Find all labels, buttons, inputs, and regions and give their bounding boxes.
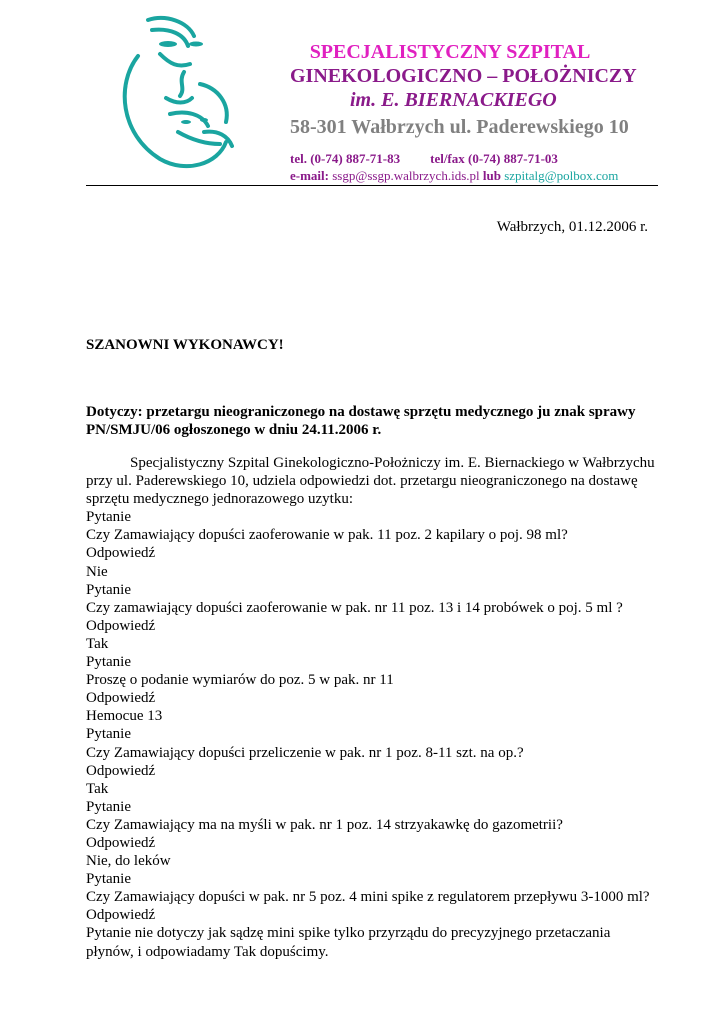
qa-line: Odpowiedź bbox=[86, 617, 156, 634]
greeting: SZANOWNI WYKONAWCY! bbox=[86, 337, 284, 353]
email-label: e-mail: bbox=[290, 168, 329, 183]
email-join: lub bbox=[482, 168, 501, 183]
intro-paragraph: Specjalistyczny Szpital Ginekologiczno-Położniczy im. E. Biernackiego w Wałbrzychu przy ul. Paderewskiego 10, udziela odpowiedzi dot. przetargu nieograniczonego na dostawę sprzętu medycznego jednorazowego uzytku: bbox=[86, 455, 655, 508]
qa-line: Pytanie nie dotyczy jak sądzę mini spike tylko przyrządu do precyzyjnego przetaczania płynów, i odpowiadamy Tak dopuścimy. bbox=[86, 925, 611, 960]
qa-line: Odpowiedź bbox=[86, 907, 156, 924]
qa-line: Pytanie bbox=[86, 581, 131, 598]
qa-line: Odpowiedź bbox=[86, 834, 156, 851]
hospital-name-line2: GINEKOLOGICZNO – POŁOŻNICZY bbox=[290, 65, 637, 87]
qa-line: Proszę o podanie wymiarów do poz. 5 w pak. nr 11 bbox=[86, 672, 394, 689]
qa-line: Czy Zamawiający dopuści w pak. nr 5 poz. 4 mini spike z regulatorem przepływu 3-1000 ml? bbox=[86, 889, 650, 906]
qa-line: Czy Zamawiający dopuści przeliczenie w pak. nr 1 poz. 8-11 szt. na op.? bbox=[86, 744, 524, 761]
qa-line: Czy Zamawiający dopuści zaoferowanie w pak. 11 poz. 2 kapilary o poj. 98 ml? bbox=[86, 527, 568, 544]
qa-line: Odpowiedź bbox=[86, 690, 156, 707]
qa-line: Czy Zamawiający ma na myśli w pak. nr 1 poz. 14 strzyakawkę do gazometrii? bbox=[86, 816, 563, 833]
qa-line: Tak bbox=[86, 635, 109, 652]
qa-line: Odpowiedź bbox=[86, 762, 156, 779]
qa-line: Pytanie bbox=[86, 871, 131, 888]
letterhead bbox=[290, 40, 710, 184]
subject-line: Dotyczy: przetargu nieograniczonego na dostawę sprzętu medycznego ju znak sprawy PN/SMJU/06 ogłoszonego w dniu 24.11.2006 r. bbox=[86, 404, 636, 438]
qa-list bbox=[86, 508, 661, 960]
qa-line: Czy zamawiający dopuści zaoferowanie w pak. nr 11 poz. 13 i 14 probówek o poj. 5 ml ? bbox=[86, 599, 623, 616]
letter-date: Wałbrzych, 01.12.2006 r. bbox=[496, 219, 648, 235]
qa-line: Tak bbox=[86, 780, 109, 797]
hospital-name-line1: SPECJALISTYCZNY SZPITAL bbox=[309, 41, 591, 63]
qa-line: Pytanie bbox=[86, 726, 131, 743]
hospital-address: 58-301 Wałbrzych ul. Paderewskiego 10 bbox=[290, 116, 629, 138]
hospital-logo-icon bbox=[108, 14, 258, 174]
qa-line: Hemocue 13 bbox=[86, 708, 163, 725]
qa-line: Odpowiedź bbox=[86, 545, 156, 562]
qa-line: Nie bbox=[86, 563, 108, 580]
hospital-name-line3: im. E. BIERNACKIEGO bbox=[350, 89, 557, 111]
header-divider bbox=[86, 185, 658, 186]
letter-body bbox=[86, 454, 661, 961]
qa-line: Pytanie bbox=[86, 654, 131, 671]
qa-line: Pytanie bbox=[86, 509, 131, 526]
qa-line: Nie, do leków bbox=[86, 853, 171, 870]
email-secondary[interactable]: szpitalg@polbox.com bbox=[504, 168, 619, 183]
qa-line: Pytanie bbox=[86, 798, 131, 815]
phone-number: tel. (0-74) 887-71-83 bbox=[290, 151, 401, 166]
email-primary[interactable]: ssgp@ssgp.walbrzych.ids.pl bbox=[332, 168, 480, 183]
contact-block bbox=[290, 150, 710, 184]
fax-number: tel/fax (0-74) 887-71-03 bbox=[430, 151, 558, 166]
